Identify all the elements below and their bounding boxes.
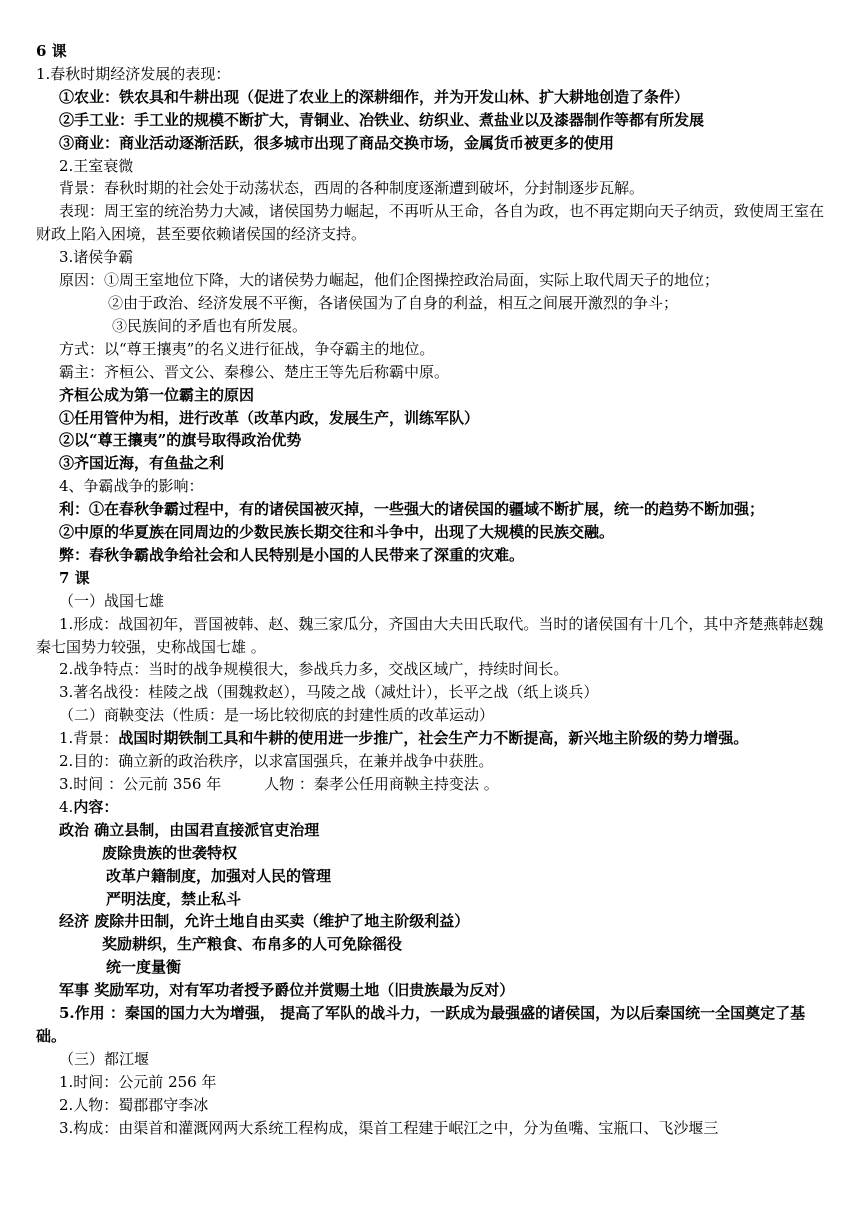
economy-label: 经济 xyxy=(59,912,90,931)
dujiangyan-time: 1.时间：公元前 256 年 xyxy=(59,1072,217,1091)
qi-reason-heading: 齐桓公成为第一位霸主的原因 xyxy=(59,385,255,404)
reform-content-label: 内容： xyxy=(73,797,119,816)
impact-con: 弊：春秋争霸战争给社会和人民特别是小国的人民带来了深重的灾难。 xyxy=(59,545,525,564)
document-page xyxy=(36,40,826,1140)
impact-pro-2: ②中原的华夏族在同周边的少数民族长期交往和斗争中，出现了大规模的民族交融。 xyxy=(59,523,615,542)
part2-heading: （二）商鞅变法（性质：是一场比较彻底的封建性质的改革运动） xyxy=(59,706,495,725)
politics-item-4: 严明法度，禁止私斗 xyxy=(106,889,242,908)
hegemony-cause-3: ③民族间的矛盾也有所发展。 xyxy=(112,316,308,335)
part3-heading: （三）都江堰 xyxy=(59,1049,150,1068)
military-item-1: 奖励军功，对有军功者授予爵位并赏赐土地（旧贵族最为反对） xyxy=(94,981,515,1000)
economy-item-2: 奖励耕织，生产粮食、布帛多的人可免除徭役 xyxy=(102,935,403,954)
military-line xyxy=(36,979,826,1002)
qi-reason-1: ①任用管仲为相，进行改革（改革内政，发展生产，训练军队） xyxy=(59,408,480,427)
reform-content-heading xyxy=(36,796,826,819)
politics-item-2: 废除贵族的世袭特权 xyxy=(102,843,238,862)
handicraft-line: ②手工业：手工业的规模不断扩大，青铜业、冶铁业、纺织业、煮盐业以及漆器制作等都有所发展 xyxy=(59,110,705,129)
politics-label: 政治 xyxy=(59,820,90,839)
economy-item-1: 废除井田制，允许土地自由买卖（维护了地主阶级利益） xyxy=(94,912,470,931)
reform-background-text: 战国时期铁制工具和牛耕的使用进一步推广，社会生产力不断提高，新兴地主阶级的势力增强。 xyxy=(118,729,749,748)
politics-item-1: 确立县制，由国君直接派官吏治理 xyxy=(94,820,320,839)
famous-battles: 3.著名战役：桂陵之战（围魏救赵），马陵之战（减灶计），长平之战（纸上谈兵） xyxy=(59,683,599,702)
economy-line-1 xyxy=(36,910,826,933)
economy-item-3: 统一度量衡 xyxy=(106,958,182,977)
hegemony-method: 方式：以“尊王攘夷”的名义进行征战，争夺霸主的地位。 xyxy=(59,339,435,358)
reform-aim: 2.目的：确立新的政治秩序，以求富国强兵，在兼并战争中获胜。 xyxy=(59,752,494,771)
qi-reason-2: ②以“尊王攘夷”的旗号取得政治优势 xyxy=(59,431,302,450)
war-characteristics: 2.战争特点：当时的战争规模很大，参战兵力多，交战区域广，持续时间长。 xyxy=(59,660,569,679)
section4-heading: 4、争霸战争的影响： xyxy=(59,477,204,496)
agriculture-line: ①农业：铁农具和牛耕出现（促进了农业上的深耕细作，并为开发山林、扩大耕地创造了条件） xyxy=(59,87,690,106)
hegemons-list: 霸主：齐桓公、晋文公、秦穆公、楚庄王等先后称霸中原。 xyxy=(59,362,450,381)
dujiangyan-structure: 3.构成：由渠首和灌溉网两大系统工程构成，渠首工程建于岷江之中，分为鱼嘴、宝瓶口、飞沙堰三 xyxy=(59,1118,719,1137)
reform-time-person: 3.时间 ：公元前 356 年 人物 ：秦孝公任用商鞅主持变法 。 xyxy=(59,775,499,793)
hegemony-cause-2: ②由于政治、经济发展不平衡，各诸侯国为了自身的利益，相互之间展开激烈的争斗； xyxy=(108,293,679,312)
seven-states-formation: 1.形成：战国初年，晋国被韩、赵、魏三家瓜分，齐国由大夫田氏取代。当时的诸侯国有十几个，其中齐楚燕韩赵魏秦七国势力较强，史称战国七雄 。 xyxy=(36,614,824,656)
qi-reason-3: ③齐国近海，有鱼盐之利 xyxy=(59,454,225,473)
lesson6-title: 6 课 xyxy=(36,42,67,60)
section1-heading: 1.春秋时期经济发展的表现： xyxy=(36,64,231,83)
reform-content-number: 4. xyxy=(59,797,74,816)
military-label: 军事 xyxy=(59,981,90,1000)
section3-heading: 3.诸侯争霸 xyxy=(59,248,134,267)
reform-background xyxy=(36,727,826,750)
reform-background-label: 1.背景： xyxy=(59,729,119,748)
part1-heading: （一）战国七雄 xyxy=(59,591,165,610)
lesson7-title: 7 课 xyxy=(59,568,90,587)
decline-background: 背景：春秋时期的社会处于动荡状态，西周的各种制度逐渐遭到破坏，分封制逐步瓦解。 xyxy=(59,179,645,198)
hegemony-cause-1: 原因：①周王室地位下降，大的诸侯势力崛起，他们企图操控政治局面，实际上取代周天子的地位； xyxy=(59,271,720,290)
politics-line-1 xyxy=(36,819,826,842)
reform-effect: 5.作用 ：秦国的国力大为增强， 提高了军队的战斗力，一跃成为最强盛的诸侯国，为以后秦国统一全国奠定了基础。 xyxy=(36,1004,806,1045)
decline-manifestation: 表现：周王室的统治势力大减，诸侯国势力崛起，不再听从王命，各自为政，也不再定期向天子纳贡，致使周王室在财政上陷入困境，甚至要依赖诸侯国的经济支持。 xyxy=(36,202,825,244)
dujiangyan-person: 2.人物：蜀郡郡守李冰 xyxy=(59,1095,209,1114)
section2-heading: 2.王室衰微 xyxy=(59,156,134,175)
commerce-line: ③商业：商业活动逐渐活跃，很多城市出现了商品交换市场，金属货币被更多的使用 xyxy=(59,133,615,152)
impact-pro-1: 利：①在春秋争霸过程中，有的诸侯国被灭掉，一些强大的诸侯国的疆域不断扩展，统一的趋势不断加强； xyxy=(59,500,765,519)
politics-item-3: 改革户籍制度，加强对人民的管理 xyxy=(106,866,332,885)
